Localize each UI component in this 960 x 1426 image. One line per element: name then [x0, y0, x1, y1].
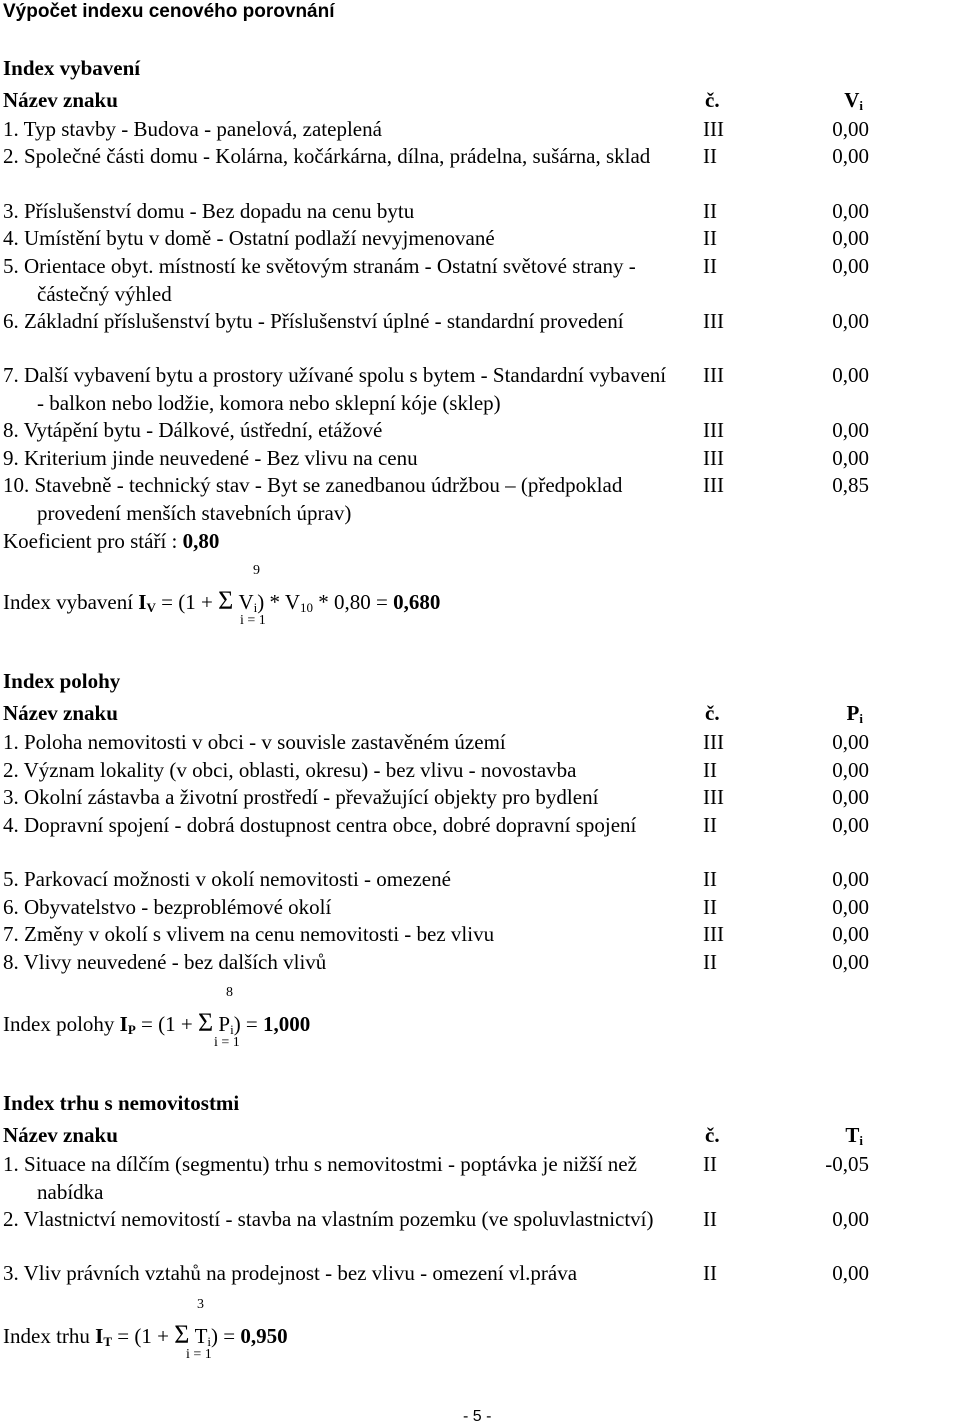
row-value: 0,00	[832, 758, 869, 782]
header-value: $P_i$	[846, 701, 863, 726]
row-text: 6. Základní příslušenství bytu - Příslušenství úplné - standardní provedení	[3, 309, 624, 333]
row-class: III	[703, 363, 724, 387]
row-text: 1. Situace na dílčím (segmentu) trhu s nemovitostmi - poptávka je nižší než nabídka	[3, 1152, 637, 1204]
row-text: 3. Vliv právních vztahů na prodejnost - bez vlivu - omezení vl.práva	[3, 1261, 578, 1285]
sum-upper-limit: 8	[226, 985, 233, 1000]
row-value: 0,00	[832, 117, 869, 141]
row-class: III	[703, 785, 724, 809]
row-class: III	[703, 309, 724, 333]
row-value: 0,00	[832, 950, 869, 974]
row-class: II	[703, 254, 717, 278]
row-class: III	[703, 922, 724, 946]
row-value: 0,00	[832, 730, 869, 754]
age-coefficient: Koeficient pro stáří : 0,80	[3, 529, 220, 553]
row-class: II	[703, 1152, 717, 1176]
row-value: 0,00	[832, 254, 869, 278]
header-value: $T_i$	[845, 1123, 863, 1148]
header-value: $V_i$	[844, 88, 863, 113]
row-value: 0,00	[832, 867, 869, 891]
row-text: 2. Společné části domu - Kolárna, kočárkárna, dílna, prádelna, sušárna, sklad	[3, 144, 651, 168]
row-text: 1. Typ stavby - Budova - panelová, zateplená	[3, 117, 382, 141]
row-class: III	[703, 446, 724, 470]
row-value: 0,00	[832, 895, 869, 919]
page-number: - 5 -	[463, 1408, 492, 1425]
sum-lower-limit: i = 1	[214, 1035, 240, 1050]
row-value: 0,00	[832, 1261, 869, 1285]
row-value: 0,00	[832, 199, 869, 223]
row-text: 2. Vlastnictví nemovitostí - stavba na vlastním pozemku (ve spoluvlastnictví)	[3, 1207, 654, 1231]
row-text: 7. Další vybavení bytu a prostory užívané spolu s bytem - Standardní vybavení - balkon nebo lodžie, komora nebo sklepní kóje (sklep)	[3, 363, 667, 415]
header-class: č.	[705, 701, 720, 725]
market-table-header	[3, 1123, 883, 1149]
location-index-formula: Index polohy IP = (1 + Σ Pi) = 1,000	[3, 1008, 311, 1037]
row-value: 0,00	[832, 363, 869, 387]
row-value: 0,00	[832, 226, 869, 250]
header-name: Název znaku	[3, 88, 118, 112]
header-class: č.	[705, 1123, 720, 1147]
sum-lower-limit: i = 1	[240, 613, 266, 628]
equipment-index-formula: Index vybavení IV = (1 + Σ Vi) * V10 * 0,80 = 0,680	[3, 586, 441, 615]
equipment-section-title: Index vybavení	[3, 56, 141, 80]
row-value: 0,00	[832, 418, 869, 442]
row-class: II	[703, 1207, 717, 1231]
row-value: -0,05	[825, 1152, 869, 1176]
row-class: II	[703, 1261, 717, 1285]
row-value: 0,00	[832, 922, 869, 946]
row-text: 5. Parkovací možnosti v okolí nemovitosti - omezené	[3, 867, 451, 891]
sum-lower-limit: i = 1	[186, 1347, 212, 1362]
location-table-header	[3, 701, 883, 727]
location-section-title: Index polohy	[3, 669, 121, 693]
header-name: Název znaku	[3, 1123, 118, 1147]
sum-upper-limit: 3	[197, 1297, 204, 1312]
market-index-formula: Index trhu IT = (1 + Σ Ti) = 0,950	[3, 1320, 288, 1349]
row-text: 4. Dopravní spojení - dobrá dostupnost centra obce, dobré dopravní spojení	[3, 813, 637, 837]
row-class: III	[703, 117, 724, 141]
row-class: III	[703, 730, 724, 754]
row-value: 0,00	[832, 1207, 869, 1231]
row-value: 0,85	[832, 473, 869, 497]
row-text: 8. Vytápění bytu - Dálkové, ústřední, etážové	[3, 418, 383, 442]
row-text: 9. Kriterium jinde neuvedené - Bez vlivu na cenu	[3, 446, 418, 470]
row-class: II	[703, 144, 717, 168]
row-text: 3. Okolní zástavba a životní prostředí - převažující objekty pro bydlení	[3, 785, 599, 809]
row-class: III	[703, 473, 724, 497]
row-value: 0,00	[832, 785, 869, 809]
row-text: 6. Obyvatelstvo - bezproblémové okolí	[3, 895, 332, 919]
row-class: II	[703, 199, 717, 223]
row-class: II	[703, 895, 717, 919]
header-class: č.	[705, 88, 720, 112]
row-text: 4. Umístění bytu v domě - Ostatní podlaží nevyjmenované	[3, 226, 495, 250]
row-class: II	[703, 813, 717, 837]
market-section-title: Index trhu s nemovitostmi	[3, 1091, 240, 1115]
row-value: 0,00	[832, 144, 869, 168]
equipment-table-header	[3, 88, 883, 114]
document-title: Výpočet indexu cenového porovnání	[3, 1, 335, 22]
row-value: 0,00	[832, 446, 869, 470]
row-value: 0,00	[832, 309, 869, 333]
row-class: II	[703, 950, 717, 974]
row-class: III	[703, 418, 724, 442]
header-name: Název znaku	[3, 701, 118, 725]
row-text: 3. Příslušenství domu - Bez dopadu na cenu bytu	[3, 199, 415, 223]
row-text: 2. Význam lokality (v obci, oblasti, okresu) - bez vlivu - novostavba	[3, 758, 577, 782]
row-class: II	[703, 226, 717, 250]
row-text: 1. Poloha nemovitosti v obci - v souvisle zastavěném území	[3, 730, 506, 754]
row-text: 10. Stavebně - technický stav - Byt se zanedbanou údržbou – (předpoklad provedení menších stavebních úprav)	[3, 473, 623, 525]
row-class: II	[703, 867, 717, 891]
row-text: 7. Změny v okolí s vlivem na cenu nemovitosti - bez vlivu	[3, 922, 495, 946]
row-text: 8. Vlivy neuvedené - bez dalších vlivů	[3, 950, 327, 974]
sum-upper-limit: 9	[253, 563, 260, 578]
row-class: II	[703, 758, 717, 782]
row-text: 5. Orientace obyt. místností ke světovým stranám - Ostatní světové strany - částečný výhled	[3, 254, 636, 306]
row-value: 0,00	[832, 813, 869, 837]
